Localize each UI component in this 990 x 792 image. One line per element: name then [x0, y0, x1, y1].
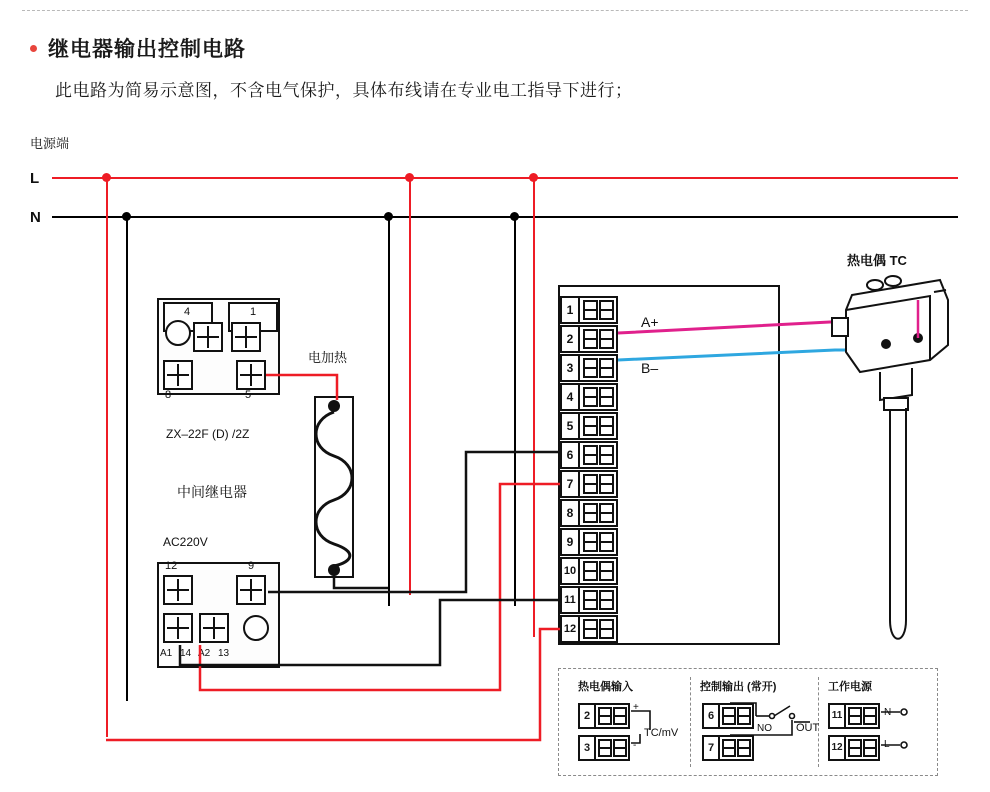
- legend-note-tc: TC/mV: [644, 727, 679, 739]
- controller-terminal-number: 9: [562, 530, 580, 554]
- controller-terminal-screws: [580, 298, 616, 322]
- page-title: 继电器输出控制电路: [48, 38, 246, 61]
- controller-terminal-number: 2: [562, 327, 580, 351]
- controller-terminal-9[interactable]: [560, 528, 618, 556]
- controller-terminal-screws: [580, 530, 616, 554]
- controller-terminal-12[interactable]: [560, 615, 618, 643]
- bullet-icon: [30, 45, 37, 52]
- relay-mount-hole-top: [165, 320, 191, 346]
- node-l-1: [102, 173, 111, 182]
- controller-terminal-screws: [580, 617, 616, 641]
- controller-terminal-number: 4: [562, 385, 580, 409]
- relay-screw-5: [236, 360, 266, 390]
- controller-terminal-number: 12: [562, 617, 580, 641]
- legend-terminal-screws: [720, 737, 752, 759]
- relay-terminal-label-4: 4: [184, 306, 191, 318]
- controller-terminal-5[interactable]: [560, 412, 618, 440]
- node-l-3: [529, 173, 538, 182]
- relay-voltage: AC220V: [163, 535, 208, 549]
- relay-screw-a2: [199, 613, 229, 643]
- wire-l-bus: [52, 177, 958, 179]
- relay-screw-4: [193, 322, 223, 352]
- node-n-1: [122, 212, 131, 221]
- controller-terminal-8[interactable]: [560, 499, 618, 527]
- power-title: 电源端: [30, 136, 70, 151]
- heater-body: [314, 396, 354, 578]
- legend-terminal-screws: [596, 705, 628, 727]
- node-n-2: [384, 212, 393, 221]
- wire-n-drop-controller: [514, 216, 516, 606]
- node-l-2: [405, 173, 414, 182]
- legend-note-out: OUT: [796, 722, 820, 734]
- controller-terminal-screws: [580, 588, 616, 612]
- controller-terminal-screws: [580, 501, 616, 525]
- legend-terminal-2: [578, 703, 630, 729]
- relay-terminal-label-a1: A1: [160, 648, 173, 659]
- relay-name: 中间继电器: [177, 484, 247, 500]
- legend-mark-l: L: [884, 739, 890, 750]
- relay-terminal-label-13: 13: [218, 648, 230, 659]
- relay-terminal-label-9: 9: [248, 560, 255, 572]
- legend-terminal-6: [702, 703, 754, 729]
- relay-screw-12: [163, 575, 193, 605]
- heater-label: 电加热: [308, 350, 348, 365]
- wire-l-drop-mid: [409, 177, 411, 595]
- legend-group-title-2: 控制输出 (常开): [700, 681, 777, 693]
- legend-terminal-3: [578, 735, 630, 761]
- controller-terminal-7[interactable]: [560, 470, 618, 498]
- controller-terminal-number: 10: [562, 559, 580, 583]
- controller-terminal-number: 7: [562, 472, 580, 496]
- wire-n-bus: [52, 216, 958, 218]
- relay-screw-1: [231, 322, 261, 352]
- top-divider: [22, 10, 968, 11]
- wire-n-drop-mid: [388, 216, 390, 606]
- controller-terminal-screws: [580, 385, 616, 409]
- controller-terminal-screws: [580, 559, 616, 583]
- legend-terminal-7: [702, 735, 754, 761]
- controller-terminal-10[interactable]: [560, 557, 618, 585]
- legend-terminal-12: [828, 735, 880, 761]
- legend-terminal-screws: [846, 737, 878, 759]
- legend-terminal-number: 11: [830, 705, 846, 727]
- legend-group-title-1: 热电偶输入: [578, 681, 633, 693]
- page-subtitle: 此电路为简易示意图，不含电气保护，具体布线请在专业电工指导下进行；: [55, 81, 633, 100]
- thermocouple-probe-icon: [832, 276, 948, 639]
- relay-terminal-label-1: 1: [250, 306, 257, 318]
- controller-terminal-number: 5: [562, 414, 580, 438]
- wire-relay9-to-controller6: [268, 452, 560, 592]
- controller-terminal-2[interactable]: [560, 325, 618, 353]
- controller-terminal-screws: [580, 356, 616, 380]
- legend-terminal-number: 6: [704, 705, 720, 727]
- legend-terminal-screws: [720, 705, 752, 727]
- signal-label-a: A+: [641, 314, 659, 330]
- relay-terminal-label-14: 14: [180, 648, 192, 659]
- legend-mark-minus: -: [633, 740, 637, 751]
- relay-terminal-label-a2: A2: [198, 648, 211, 659]
- legend-terminal-number: 2: [580, 705, 596, 727]
- legend-terminal-number: 3: [580, 737, 596, 759]
- thermocouple-label: 热电偶 TC: [847, 253, 907, 268]
- power-line-l-label: L: [30, 170, 40, 187]
- controller-terminal-number: 3: [562, 356, 580, 380]
- relay-screw-9: [236, 575, 266, 605]
- legend-terminal-number: 7: [704, 737, 720, 759]
- power-line-n-label: N: [30, 209, 41, 226]
- legend-terminal-screws: [596, 737, 628, 759]
- controller-terminal-number: 8: [562, 501, 580, 525]
- legend-mark-n: N: [884, 707, 892, 718]
- relay-terminal-label-8: 8: [165, 389, 172, 401]
- controller-terminal-screws: [580, 414, 616, 438]
- legend-switch-label: NO: [757, 723, 772, 734]
- legend-terminal-number: 12: [830, 737, 846, 759]
- controller-terminal-number: 11: [562, 588, 580, 612]
- relay-mount-hole-bottom: [243, 615, 269, 641]
- relay-model: ZX–22F (D) /2Z: [166, 427, 250, 441]
- wire-l-drop-relay: [106, 177, 108, 737]
- controller-terminal-screws: [580, 327, 616, 351]
- controller-terminal-11[interactable]: [560, 586, 618, 614]
- relay-terminal-label-12: 12: [165, 560, 178, 572]
- relay-screw-a1: [163, 613, 193, 643]
- node-n-3: [510, 212, 519, 221]
- controller-terminal-3[interactable]: [560, 354, 618, 382]
- relay-screw-8: [163, 360, 193, 390]
- wire-n-drop-relay: [126, 216, 128, 701]
- controller-terminal-number: 1: [562, 298, 580, 322]
- legend-group-title-3: 工作电源: [828, 681, 872, 693]
- wire-l-drop-controller: [533, 177, 535, 637]
- controller-terminal-6[interactable]: [560, 441, 618, 469]
- legend-mark-plus: +: [633, 702, 639, 713]
- controller-terminal-screws: [580, 472, 616, 496]
- legend-separator-1: [690, 677, 691, 767]
- controller-terminal-4[interactable]: [560, 383, 618, 411]
- legend-terminal-11: [828, 703, 880, 729]
- signal-label-b: B–: [641, 360, 659, 376]
- controller-terminal-number: 6: [562, 443, 580, 467]
- controller-terminal-1[interactable]: [560, 296, 618, 324]
- relay-terminal-label-5: 5: [245, 389, 252, 401]
- controller-terminal-screws: [580, 443, 616, 467]
- legend-terminal-screws: [846, 705, 878, 727]
